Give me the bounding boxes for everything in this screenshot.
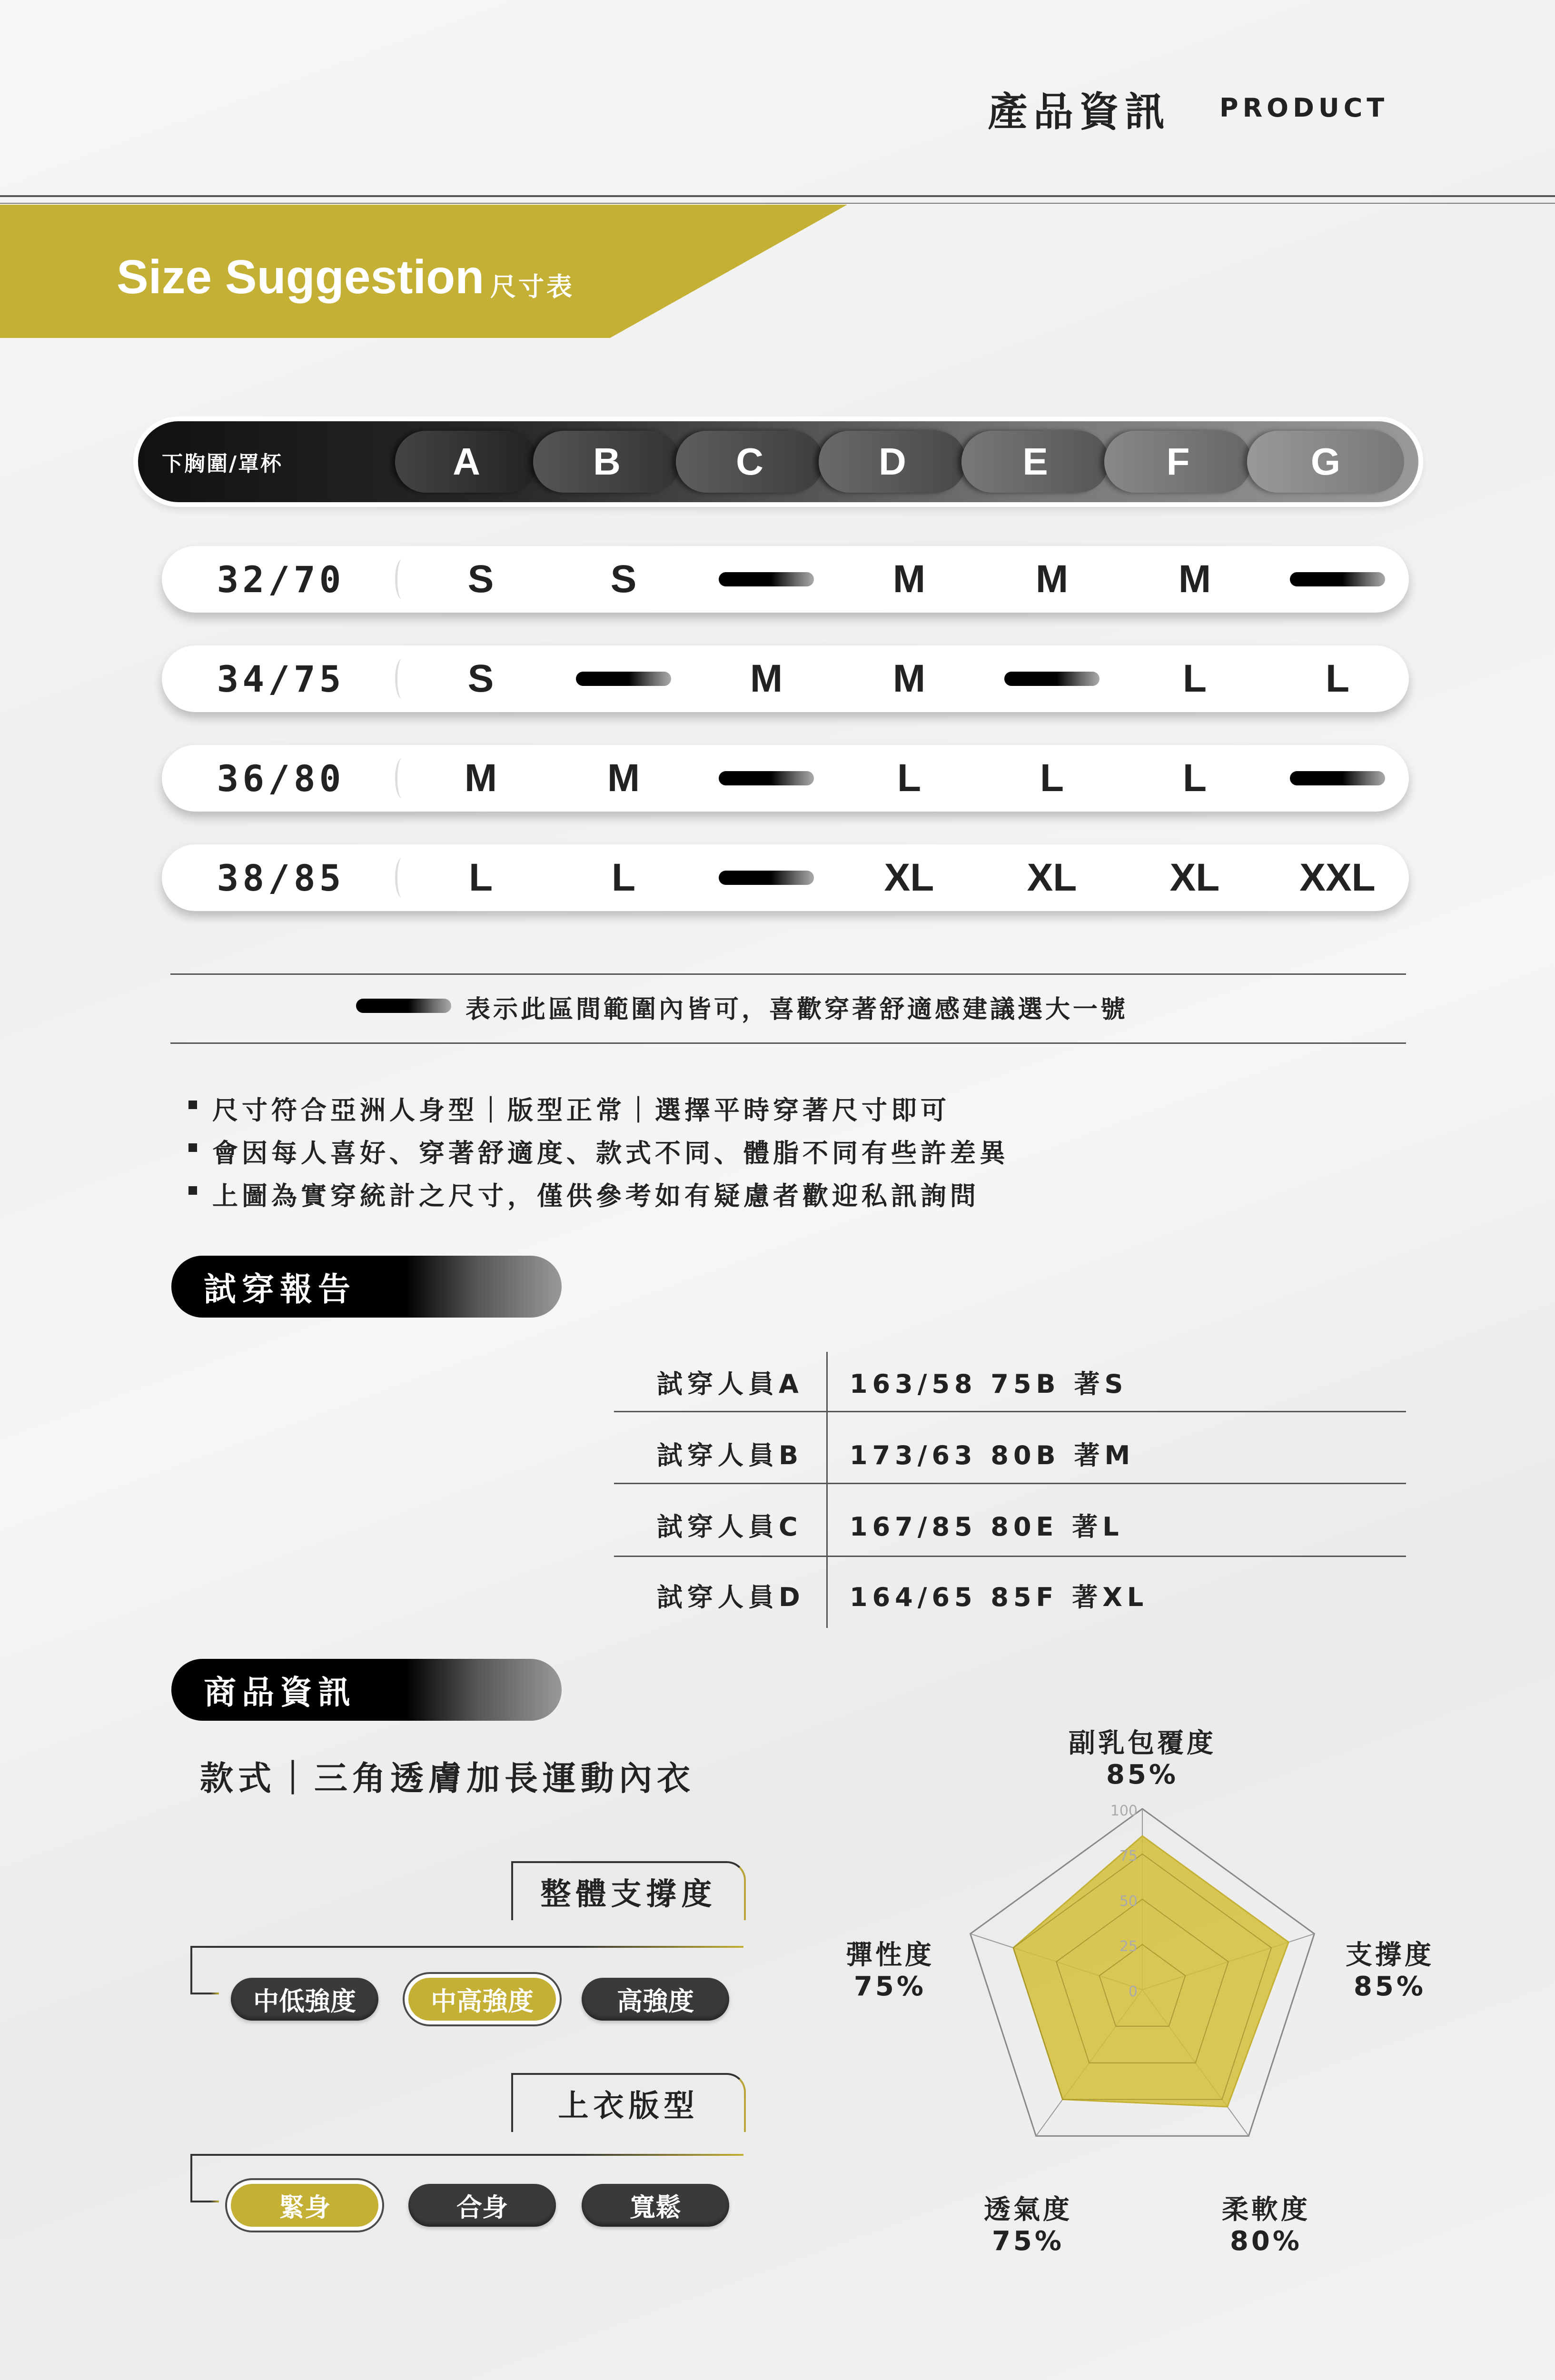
divider: [0, 195, 1555, 197]
note-item: 上圖為實穿統計之尺寸，僅供參考如有疑慮者歡迎私訊詢問: [212, 1176, 980, 1212]
size-cell: M: [607, 756, 640, 800]
product-info-heading: [171, 1659, 562, 1721]
size-cell: L: [1325, 657, 1350, 700]
axis-value: 80%: [1229, 2226, 1303, 2257]
note-item: 尺寸符合亞洲人身型｜版型正常｜選擇平時穿著尺寸即可: [212, 1090, 950, 1127]
divider: [170, 973, 1406, 975]
axis-name: 透氣度: [984, 2194, 1072, 2225]
note-item: 會因每人喜好、穿著舒適度、款式不同、體脂不同有些許差異: [212, 1133, 1009, 1170]
axis-value: 75%: [853, 1971, 927, 2002]
radar-axis-label: [819, 1940, 961, 2003]
support-option[interactable]: 高強度: [582, 1978, 729, 2021]
size-cell: XL: [884, 856, 934, 899]
radar-axis-label: [1047, 1728, 1238, 1791]
separator: [395, 659, 409, 699]
size-row: [162, 844, 1409, 911]
size-cell: L: [897, 756, 921, 800]
frame-line: [190, 1993, 219, 1994]
fit-title: 上衣版型: [511, 2073, 746, 2132]
fitting-report-title: 試穿報告: [204, 1270, 357, 1309]
size-cell: M: [892, 657, 926, 700]
tester-name: 試穿人員D: [657, 1582, 805, 1612]
size-cell: L: [1040, 756, 1064, 800]
size-section-subtitle: 尺寸表: [490, 272, 574, 302]
range-bar-cell: [1276, 745, 1399, 812]
divider: [170, 1042, 1406, 1044]
size-row: [162, 745, 1409, 812]
radar-axis-label: [957, 2194, 1099, 2257]
size-cell: L: [611, 856, 636, 899]
axis-name: 副乳包覆度: [1069, 1728, 1216, 1759]
product-style: 款式｜三角透膚加長運動內衣: [200, 1759, 695, 1798]
size-cell: S: [610, 557, 637, 601]
tester-name: 試穿人員C: [657, 1512, 802, 1542]
size-cell: L: [1182, 756, 1207, 800]
fit-option[interactable]: 寬鬆: [582, 2184, 729, 2227]
cup-header: D: [819, 431, 966, 493]
table-divider: [614, 1483, 1406, 1484]
separator: [395, 858, 409, 898]
range-bar: [719, 572, 814, 586]
range-bar: [576, 672, 671, 686]
range-bar-cell: [704, 546, 828, 613]
fitting-report-heading: [171, 1256, 562, 1318]
range-bar: [719, 871, 814, 885]
range-bar-cell: [1276, 546, 1399, 613]
frame-line: [190, 2154, 192, 2202]
size-row: [162, 546, 1409, 613]
separator: [395, 559, 409, 599]
page-title: 產品資訊: [988, 89, 1171, 135]
range-bar-cell: [562, 645, 685, 712]
tester-name: 試穿人員B: [657, 1440, 803, 1470]
axis-value: 85%: [1106, 1759, 1179, 1790]
support-option-selected[interactable]: 中高強度: [408, 1978, 556, 2021]
frame-line: [190, 2201, 219, 2202]
radar-tick-label: 25: [1119, 1938, 1138, 1955]
row-label: 32/70: [217, 558, 345, 601]
range-bar-cell: [704, 844, 828, 911]
table-divider: [614, 1411, 1406, 1412]
product-info-title: 商品資訊: [204, 1674, 357, 1712]
cup-header: G: [1247, 431, 1404, 493]
size-cell: XL: [1169, 856, 1220, 899]
tester-value: 164/65 85F 著XL: [850, 1582, 1149, 1612]
radar-axis-label: [1195, 2194, 1337, 2257]
frame-line: [190, 2154, 743, 2156]
axis-value: 75%: [991, 2226, 1065, 2257]
support-option[interactable]: 中低強度: [231, 1978, 378, 2021]
legend-range-bar: [356, 999, 451, 1013]
tester-value: 173/63 80B 著M: [850, 1440, 1135, 1470]
divider: [0, 203, 1555, 204]
table-divider: [826, 1352, 828, 1628]
axis-name: 彈性度: [846, 1940, 934, 1971]
support-title: 整體支撐度: [511, 1861, 746, 1920]
radar-tick-label: 100: [1110, 1803, 1138, 1819]
size-cell: S: [467, 657, 494, 700]
range-bar-cell: [704, 745, 828, 812]
size-cell: XXL: [1299, 856, 1376, 899]
row-label: 38/85: [217, 856, 345, 899]
frame-line: [190, 1946, 743, 1948]
size-table-header: [138, 421, 1418, 502]
size-cell: M: [892, 557, 926, 601]
page-title-en: PRODUCT: [1219, 93, 1389, 123]
size-cell: M: [750, 657, 783, 700]
corner-label: 下胸圍/罩杯: [161, 452, 283, 476]
tester-value: 163/58 75B 著S: [850, 1369, 1128, 1399]
radar-data-area: [1013, 1836, 1288, 2107]
range-bar: [1290, 771, 1385, 785]
axis-name: 支撐度: [1346, 1940, 1434, 1971]
axis-name: 柔軟度: [1222, 2194, 1310, 2225]
size-cell: M: [1035, 557, 1069, 601]
row-label: 36/80: [217, 757, 345, 800]
cup-header: E: [961, 431, 1109, 493]
cup-header: C: [676, 431, 823, 493]
fit-option[interactable]: 合身: [408, 2184, 556, 2227]
radar-tick-label: 0: [1128, 1983, 1138, 2000]
table-divider: [614, 1556, 1406, 1557]
size-cell: M: [464, 756, 497, 800]
legend-text: 表示此區間範圍內皆可，喜歡穿著舒適感建議選大一號: [466, 995, 1129, 1024]
range-bar: [1290, 572, 1385, 586]
tester-name: 試穿人員A: [657, 1369, 803, 1399]
size-cell: S: [467, 557, 494, 601]
frame-line: [190, 1946, 192, 1993]
cup-header: B: [533, 431, 681, 493]
cup-header: A: [395, 431, 538, 493]
size-row: [162, 645, 1409, 712]
axis-value: 85%: [1353, 1971, 1426, 2002]
radar-tick-label: 75: [1119, 1848, 1138, 1864]
range-bar: [719, 771, 814, 785]
row-label: 34/75: [217, 657, 345, 700]
size-cell: L: [468, 856, 493, 899]
cup-header: F: [1104, 431, 1252, 493]
radar-axis-label: [1318, 1940, 1461, 2003]
fit-option-selected[interactable]: 緊身: [231, 2184, 378, 2227]
size-cell: M: [1178, 557, 1211, 601]
size-section-title: Size Suggestion: [117, 250, 485, 304]
separator: [395, 758, 409, 798]
range-bar: [1004, 672, 1099, 686]
tester-value: 167/85 80E 著L: [850, 1512, 1124, 1542]
radar-tick-label: 50: [1119, 1893, 1138, 1910]
size-cell: L: [1182, 657, 1207, 700]
size-cell: XL: [1027, 856, 1077, 899]
range-bar-cell: [990, 645, 1114, 712]
